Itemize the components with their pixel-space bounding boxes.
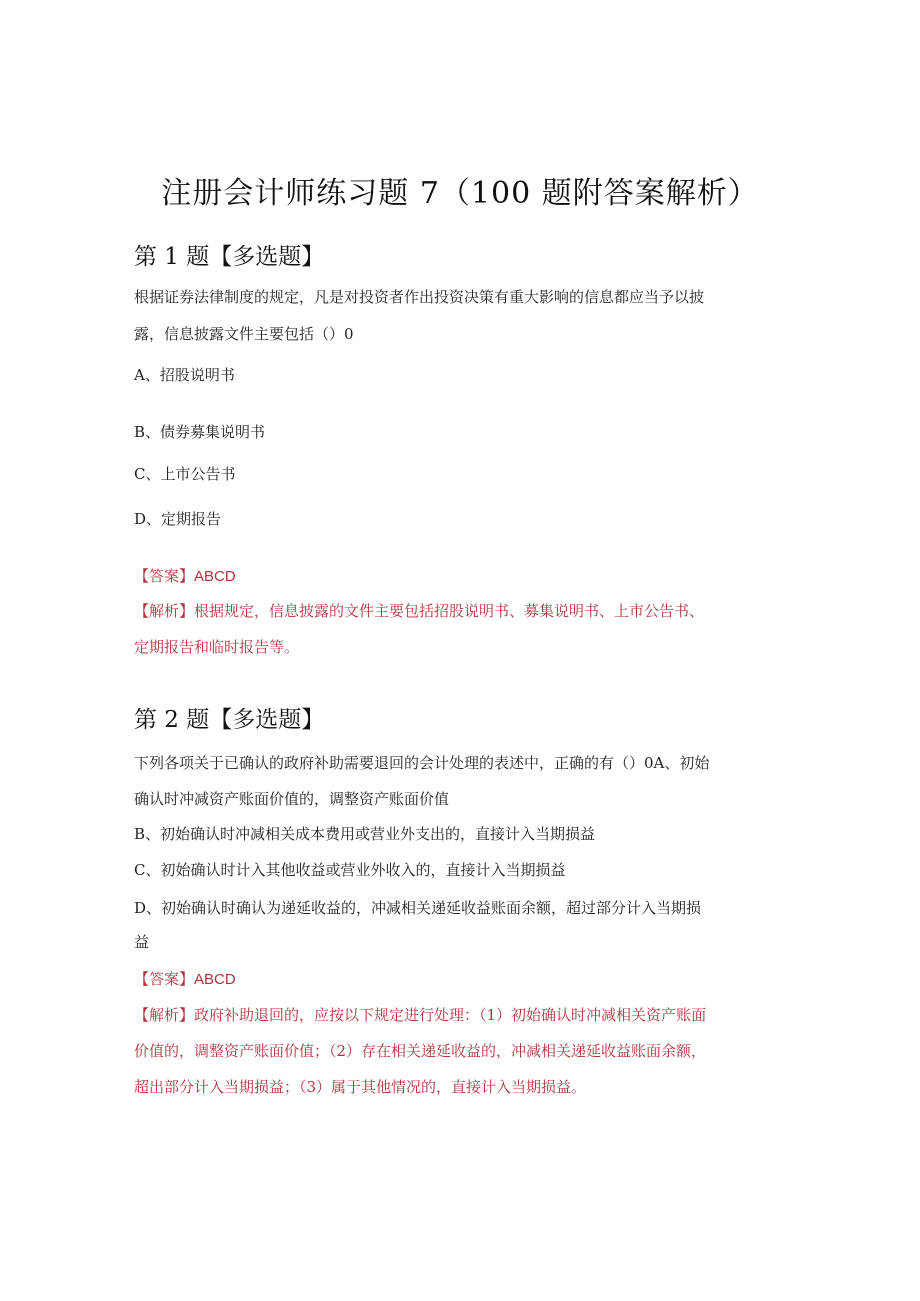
question-2-option-c: C、初始确认时计入其他收益或营业外收入的，直接计入当期损益 [134, 861, 566, 879]
question-1-answer [134, 564, 794, 589]
question-1-option-b: B、债券募集说明书 [134, 423, 266, 441]
analysis-text: 根据规定，信息披露的文件主要包括招股说明书、募集说明书、上市公告书、 [194, 602, 705, 620]
question-2-analysis-line-3: 超出部分计入当期损益；（3）属于其他情况的，直接计入当期损益。 [134, 1078, 587, 1096]
question-1-heading: 第 1 题【多选题】 [134, 244, 325, 270]
question-1-analysis-line-1 [134, 599, 794, 623]
question-1-option-d: D、定期报告 [134, 510, 222, 528]
analysis-text: 政府补助退回的，应按以下规定进行处理：（1）初始确认时冲减相关资产账面 [194, 1006, 707, 1024]
answer-value: ABCD [194, 568, 236, 585]
answer-tag: 【答案】 [134, 567, 195, 585]
question-2-stem-line-2: 确认时冲减资产账面价值的，调整资产账面价值 [134, 790, 450, 808]
question-2-analysis-line-1 [134, 1003, 794, 1027]
question-1-option-a: A、招股说明书 [134, 366, 235, 384]
answer-tag: 【答案】 [134, 970, 195, 988]
question-2-answer [134, 967, 794, 992]
analysis-tag: 【解析】 [134, 602, 195, 620]
question-2-option-d-continued: 益 [134, 933, 150, 951]
question-2-option-d: D、初始确认时确认为递延收益的，冲减相关递延收益账面余额，超过部分计入当期损 [134, 899, 702, 917]
question-2-heading: 第 2 题【多选题】 [134, 707, 325, 733]
question-1-stem-line-2: 露，信息披露文件主要包括（）0 [134, 325, 354, 343]
analysis-tag: 【解析】 [134, 1006, 195, 1024]
question-1-option-c: C、上市公告书 [134, 465, 236, 483]
question-2-option-b: B、初始确认时冲减相关成本费用或营业外支出的，直接计入当期损益 [134, 825, 596, 843]
answer-value: ABCD [194, 971, 236, 988]
document-title: 注册会计师练习题 7（100 题附答案解析） [161, 176, 759, 211]
question-2-stem-line-1: 下列各项关于已确认的政府补助需要退回的会计处理的表述中，正确的有（）0A、初始 [134, 754, 710, 772]
question-2-analysis-line-2: 价值的，调整资产账面价值；（2）存在相关递延收益的，冲减相关递延收益账面余额， [134, 1042, 707, 1060]
question-1-stem-line-1: 根据证券法律制度的规定，凡是对投资者作出投资决策有重大影响的信息都应当予以披 [134, 288, 705, 306]
question-1-analysis-line-2: 定期报告和临时报告等。 [134, 638, 300, 656]
